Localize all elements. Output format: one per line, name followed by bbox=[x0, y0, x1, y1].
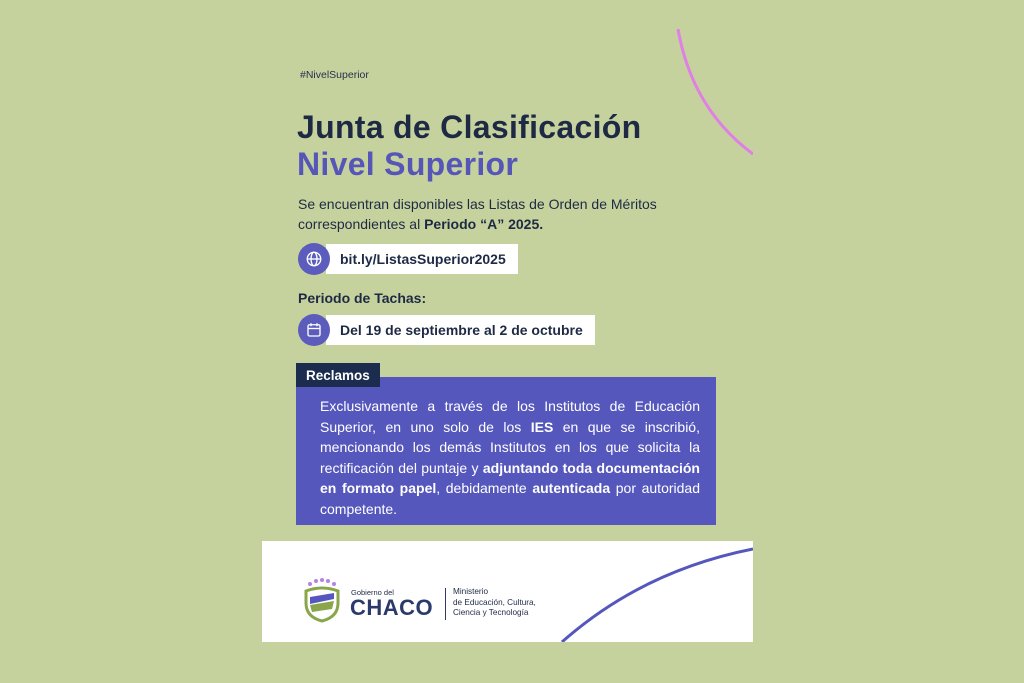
chaco-logo-icon bbox=[302, 577, 342, 623]
intro-text: Se encuentran disponibles las Listas de Orden de Méritos correspondientes al Periodo “A” 2025. bbox=[298, 196, 657, 232]
reclamos-tab: Reclamos bbox=[296, 363, 380, 387]
chaco-wordmark: CHACO bbox=[350, 595, 434, 620]
footer-banner bbox=[262, 541, 753, 642]
calendar-icon bbox=[298, 314, 330, 346]
tachas-label: Periodo de Tachas: bbox=[298, 290, 427, 306]
globe-icon bbox=[298, 243, 330, 275]
period-highlight: Periodo “A” 2025. bbox=[424, 216, 544, 232]
link-pill[interactable] bbox=[298, 244, 518, 274]
flyer-card bbox=[262, 29, 753, 642]
gobierno-label: Gobierno del bbox=[351, 588, 394, 597]
date-pill bbox=[298, 315, 595, 345]
reclamos-text: Exclusivamente a través de los Institutos de Educación Superior, en uno solo de los IES en que se inscribió, mencionando los demás Institutos en los que solicita la rectificación del puntaje y adjuntando toda documentación en formato papel, debidamente autenticada por autoridad competente. bbox=[320, 398, 700, 517]
lists-link[interactable]: bit.ly/ListasSuperior2025 bbox=[326, 244, 518, 274]
logo-divider bbox=[445, 588, 446, 620]
tachas-dates: Del 19 de septiembre al 2 de octubre bbox=[326, 315, 595, 345]
ministerio-label: Ministerio de Educación, Cultura, Ciencia y Tecnología bbox=[453, 587, 536, 617]
page-subtitle: Nivel Superior bbox=[297, 146, 519, 182]
page-title: Junta de Clasificación bbox=[297, 109, 642, 145]
hashtag: #NivelSuperior bbox=[300, 69, 369, 81]
